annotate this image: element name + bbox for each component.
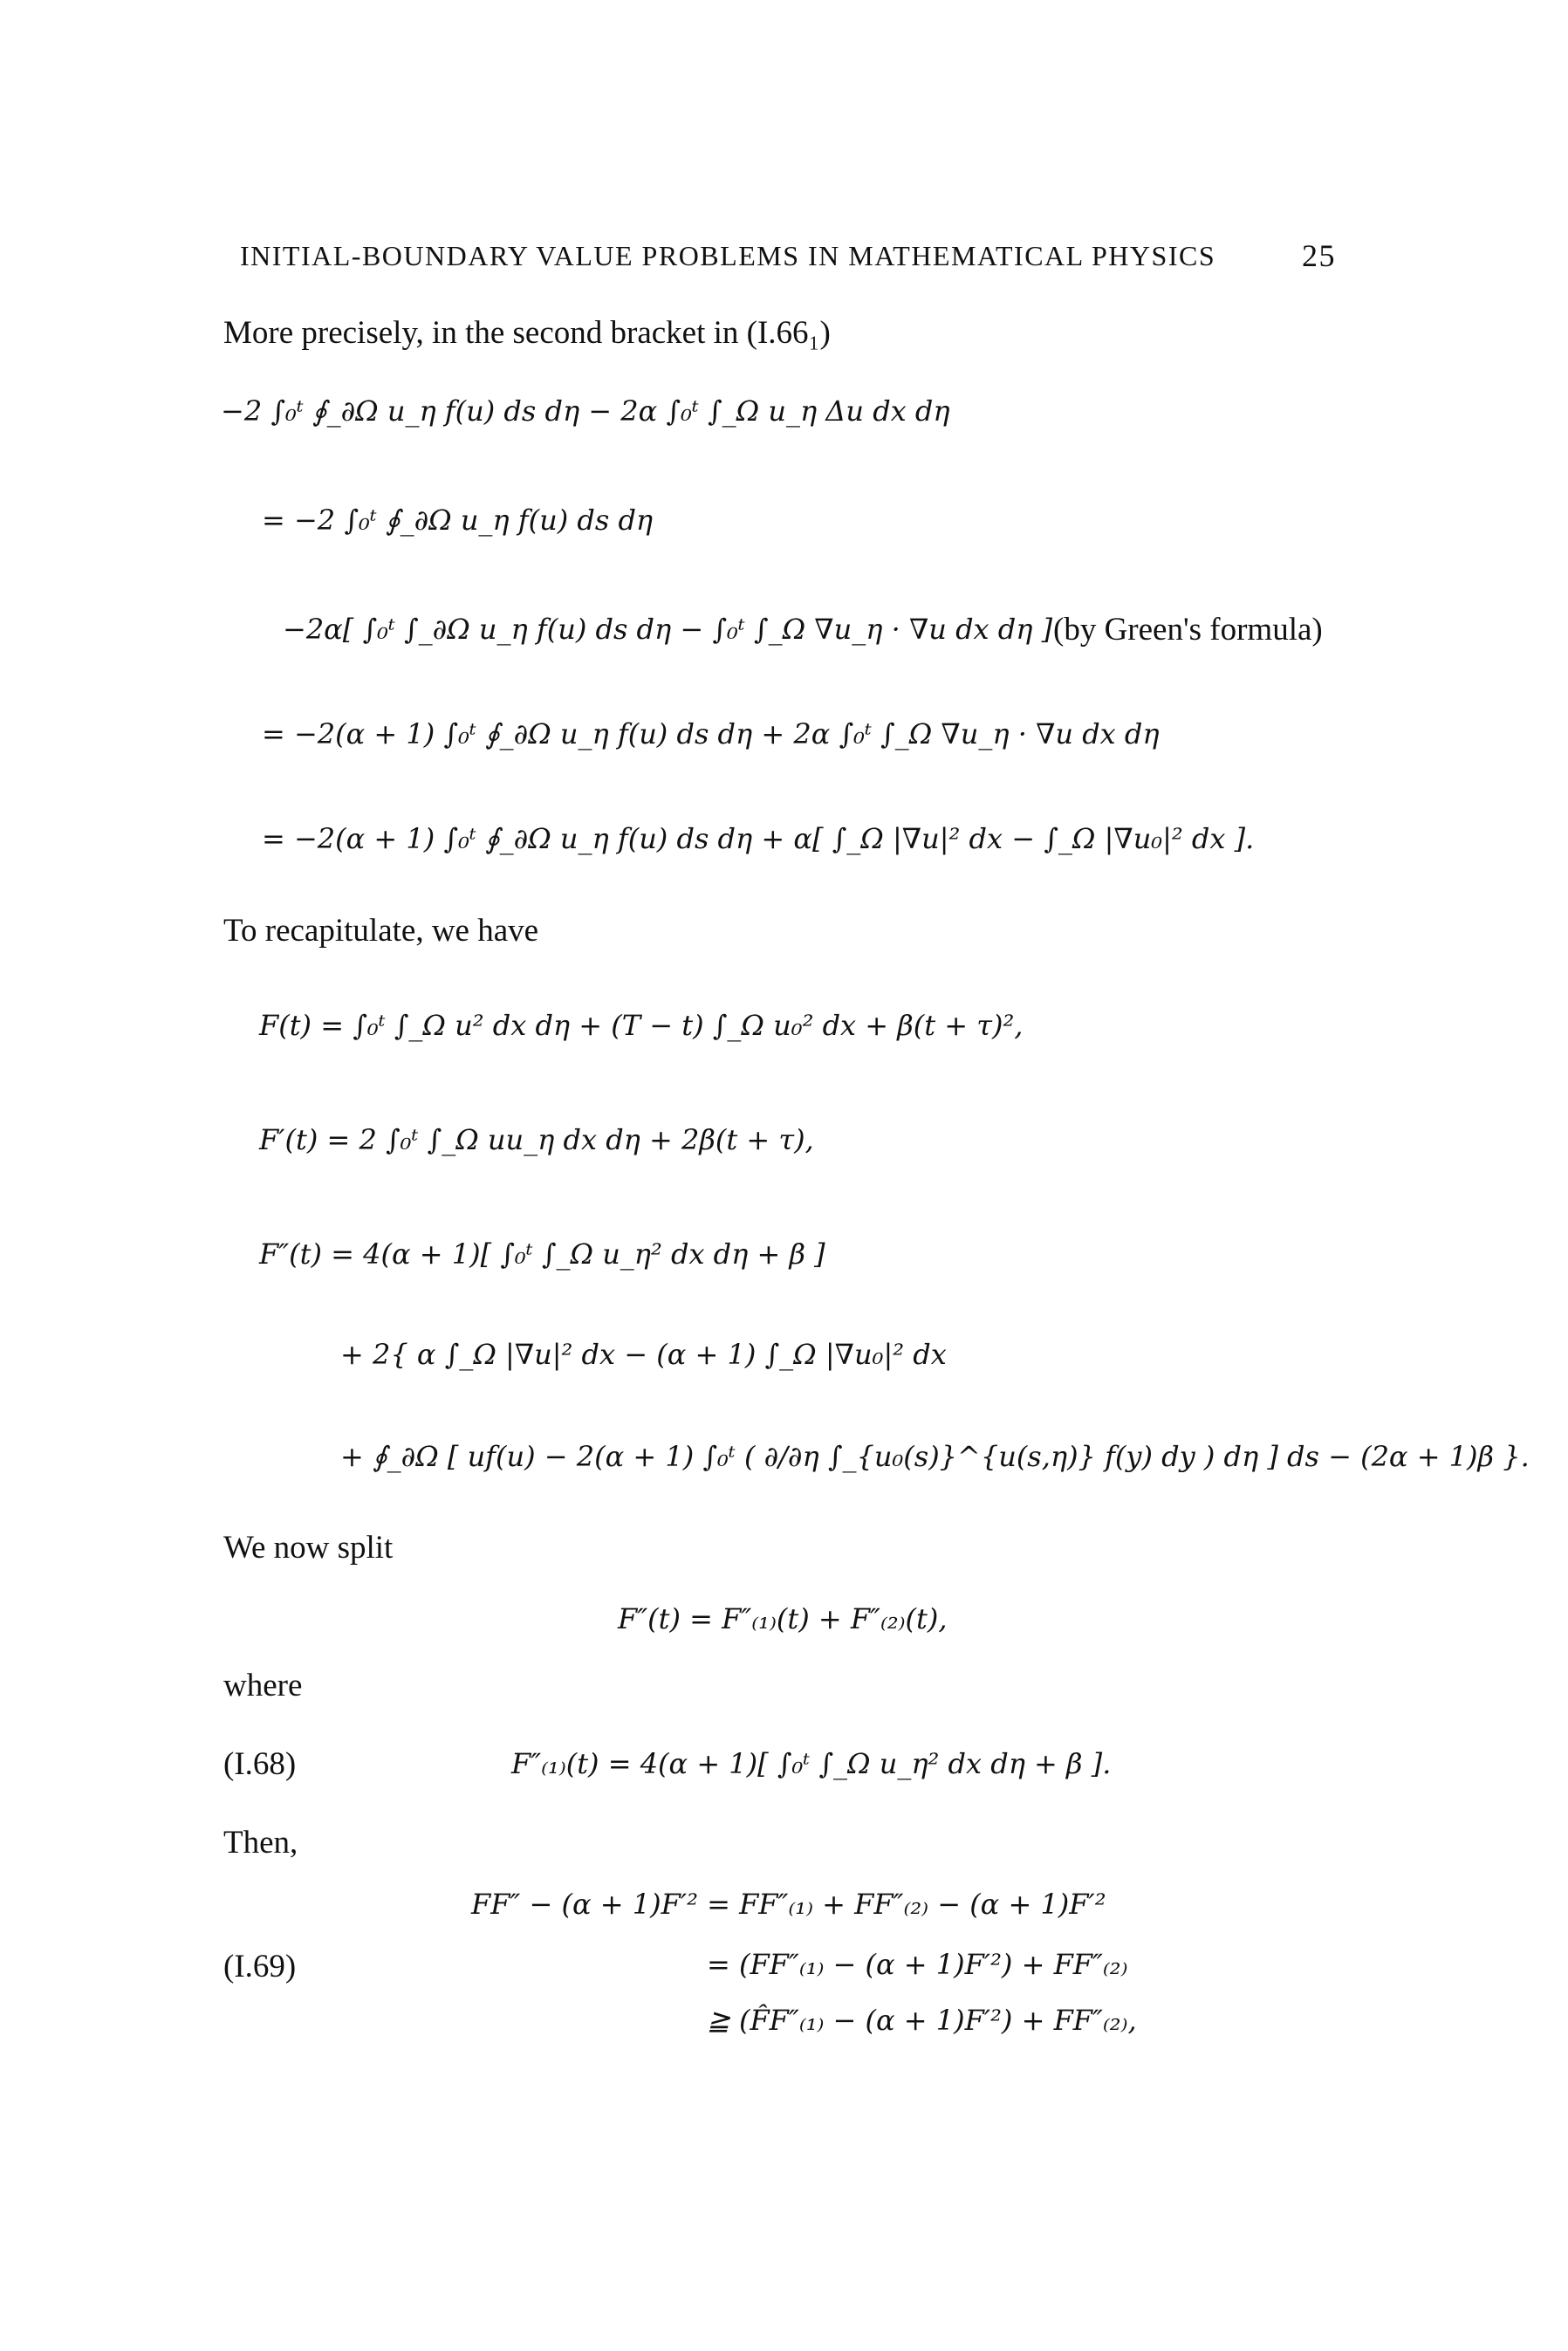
green-line-4: = −2(α + 1) ∫₀ᵗ ∮_∂Ω u_η f(u) ds dη + 2α ∫₀ᵗ ∫_Ω ∇u_η · ∇u dx dη bbox=[262, 717, 1160, 751]
equation-I69-line-2: = (FF″₍₁₎ − (α + 1)F′²) + FF″₍₂₎ bbox=[707, 1948, 1128, 1981]
equation-tag-I68: (I.68) bbox=[223, 1746, 297, 1782]
intro-text: More precisely, in the second bracket in (I.66₁) bbox=[223, 315, 831, 351]
green-formula-note: (by Green's formula) bbox=[1053, 612, 1323, 648]
equation-tag-I69: (I.69) bbox=[223, 1949, 297, 1984]
F-prime: F′(t) = 2 ∫₀ᵗ ∫_Ω uu_η dx dη + 2β(t + τ), bbox=[259, 1123, 814, 1156]
green-line-1: −2 ∫₀ᵗ ∮_∂Ω u_η f(u) ds dη − 2α ∫₀ᵗ ∫_Ω u_η Δu dx dη bbox=[221, 394, 950, 428]
recap-text: To recapitulate, we have bbox=[223, 913, 539, 949]
F-definition: F(t) = ∫₀ᵗ ∫_Ω u² dx dη + (T − t) ∫_Ω u₀² dx + β(t + τ)², bbox=[259, 1009, 1024, 1042]
F-double-prime-line-3: + ∮_∂Ω [ uf(u) − 2(α + 1) ∫₀ᵗ ( ∂/∂η ∫_{u₀(s)}^{u(s,η)} f(y) dy ) dη ] ds − (2α + 1)β }. bbox=[340, 1440, 1530, 1473]
green-line-2: = −2 ∫₀ᵗ ∮_∂Ω u_η f(u) ds dη bbox=[262, 504, 654, 537]
F-double-prime-line-2: + 2{ α ∫_Ω |∇u|² dx − (α + 1) ∫_Ω |∇u₀|² dx bbox=[340, 1338, 947, 1371]
green-line-5: = −2(α + 1) ∫₀ᵗ ∮_∂Ω u_η f(u) ds dη + α[ ∫_Ω |∇u|² dx − ∫_Ω |∇u₀|² dx ]. bbox=[262, 822, 1255, 855]
equation-I69-line-3: ≧ (F̂F″₍₁₎ − (α + 1)F′²) + FF″₍₂₎, bbox=[707, 2004, 1137, 2037]
F-double-prime-line-1: F″(t) = 4(α + 1)[ ∫₀ᵗ ∫_Ω u_η² dx dη + β ] bbox=[259, 1237, 825, 1271]
equation-I69-line-1: FF″ − (α + 1)F′² = FF″₍₁₎ + FF″₍₂₎ − (α + 1)F′² bbox=[471, 1888, 1106, 1921]
running-title: INITIAL-BOUNDARY VALUE PROBLEMS IN MATHEMATICAL PHYSICS bbox=[240, 240, 1216, 271]
then-text: Then, bbox=[223, 1825, 298, 1861]
split-equation: F″(t) = F″₍₁₎(t) + F″₍₂₎(t), bbox=[618, 1602, 948, 1635]
page-number: 25 bbox=[1302, 238, 1336, 273]
green-line-3: −2α[ ∫₀ᵗ ∫_∂Ω u_η f(u) ds dη − ∫₀ᵗ ∫_Ω ∇u_η · ∇u dx dη ] bbox=[283, 613, 1053, 646]
where-text: where bbox=[223, 1668, 303, 1703]
split-text: We now split bbox=[223, 1530, 394, 1566]
equation-I68: F″₍₁₎(t) = 4(α + 1)[ ∫₀ᵗ ∫_Ω u_η² dx dη + β ]. bbox=[511, 1747, 1112, 1780]
